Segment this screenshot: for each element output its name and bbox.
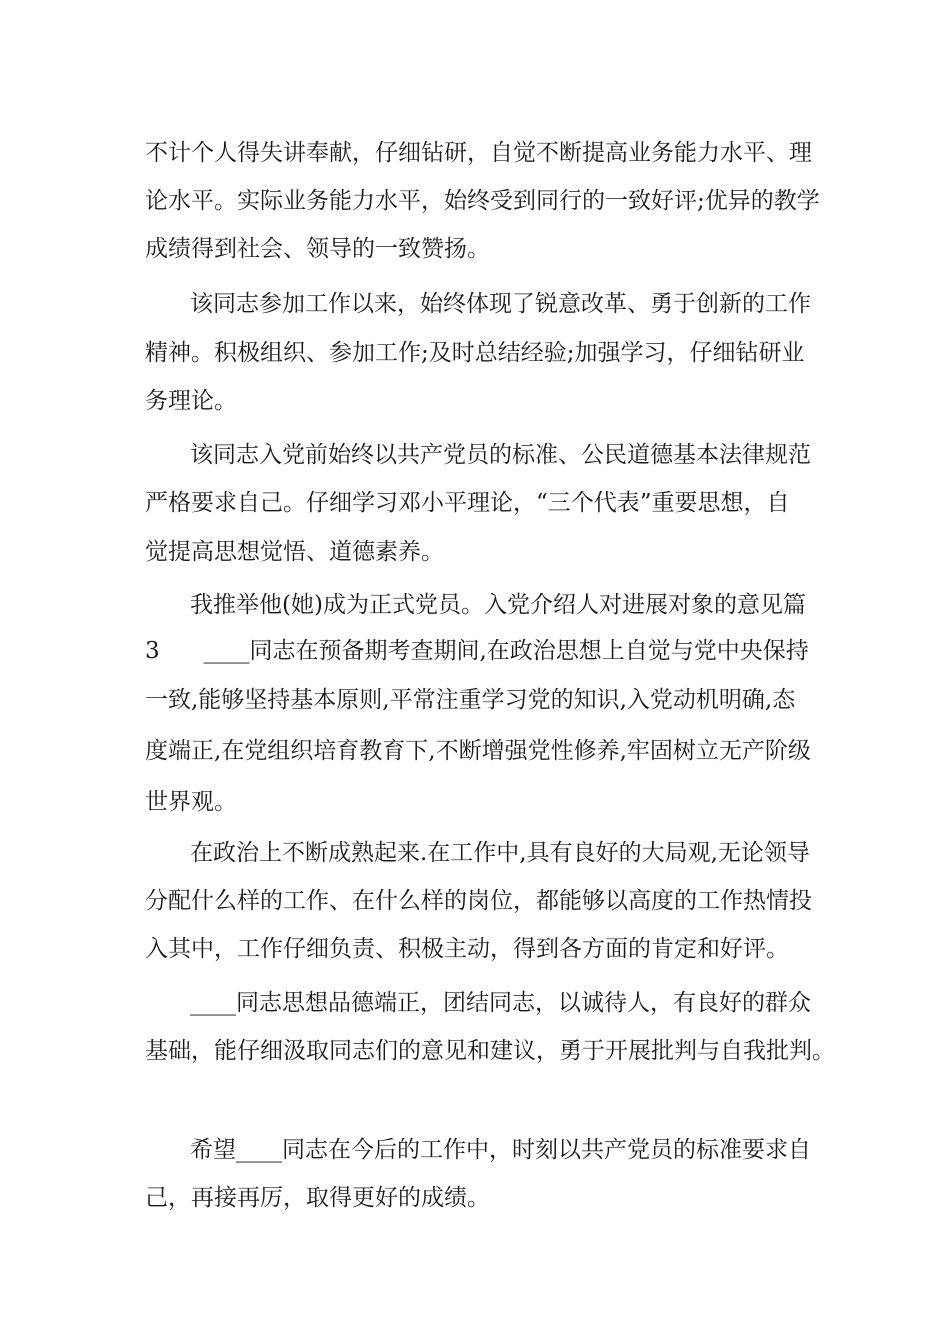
text-line: 入其中，工作仔细负责、积极主动，得到各方面的肯定和好评。 [145, 936, 789, 962]
text-line: 该同志参加工作以来，始终体现了锐意改革、勇于创新的工作 [190, 291, 811, 317]
text-line: 度端正,在党组织培育教育下,不断增强党性修养,牢固树立无产阶级 [145, 738, 811, 764]
text-line: 严格要求自己。仔细学习邓小平理论，“三个代表”重要思想，自 [145, 490, 790, 516]
text-line: 一致,能够坚持基本原则,平常注重学习党的知识,入党动机明确,态 [145, 687, 796, 713]
text-line: 基础，能仔细汲取同志们的意见和建议，勇于开展批判与自我批判。 [145, 1038, 835, 1064]
text-line: 在政治上不断成熟起来.在工作中,具有良好的大局观,无论领导 [190, 840, 810, 866]
text-line: 务理论。 [145, 388, 237, 414]
text-line: 该同志入党前始终以共产党员的标准、公民道德基本法律规范 [190, 442, 811, 468]
text-line: 世界观。 [145, 789, 237, 815]
text-line: 希望____同志在今后的工作中，时刻以共产党员的标准要求自 [190, 1137, 811, 1163]
text-line: 精神。积极组织、参加工作;及时总结经验;加强学习，仔细钻研业 [145, 340, 805, 366]
text-line: 论水平。实际业务能力水平，始终受到同行的一致好评;优异的教学 [145, 188, 820, 214]
text-line: 成绩得到社会、领导的一致赞扬。 [145, 236, 490, 262]
text-line: ____同志思想品德端正，团结同志，以诚待人，有良好的群众 [190, 990, 811, 1016]
text-line: 觉提高思想觉悟、道德素养。 [145, 539, 444, 565]
text-line: 3 ____同志在预备期考查期间,在政治思想上自觉与党中央保持 [145, 638, 809, 664]
text-line: 己，再接再厉，取得更好的成绩。 [145, 1185, 490, 1211]
text-line: 我推举他(她)成为正式党员。入党介绍人对进展对象的意见篇 [190, 592, 806, 618]
text-line: 不计个人得失讲奉献，仔细钻研，自觉不断提高业务能力水平、理 [145, 140, 812, 166]
text-line: 分配什么样的工作、在什么样的岗位，都能够以高度的工作热情投 [145, 888, 812, 914]
